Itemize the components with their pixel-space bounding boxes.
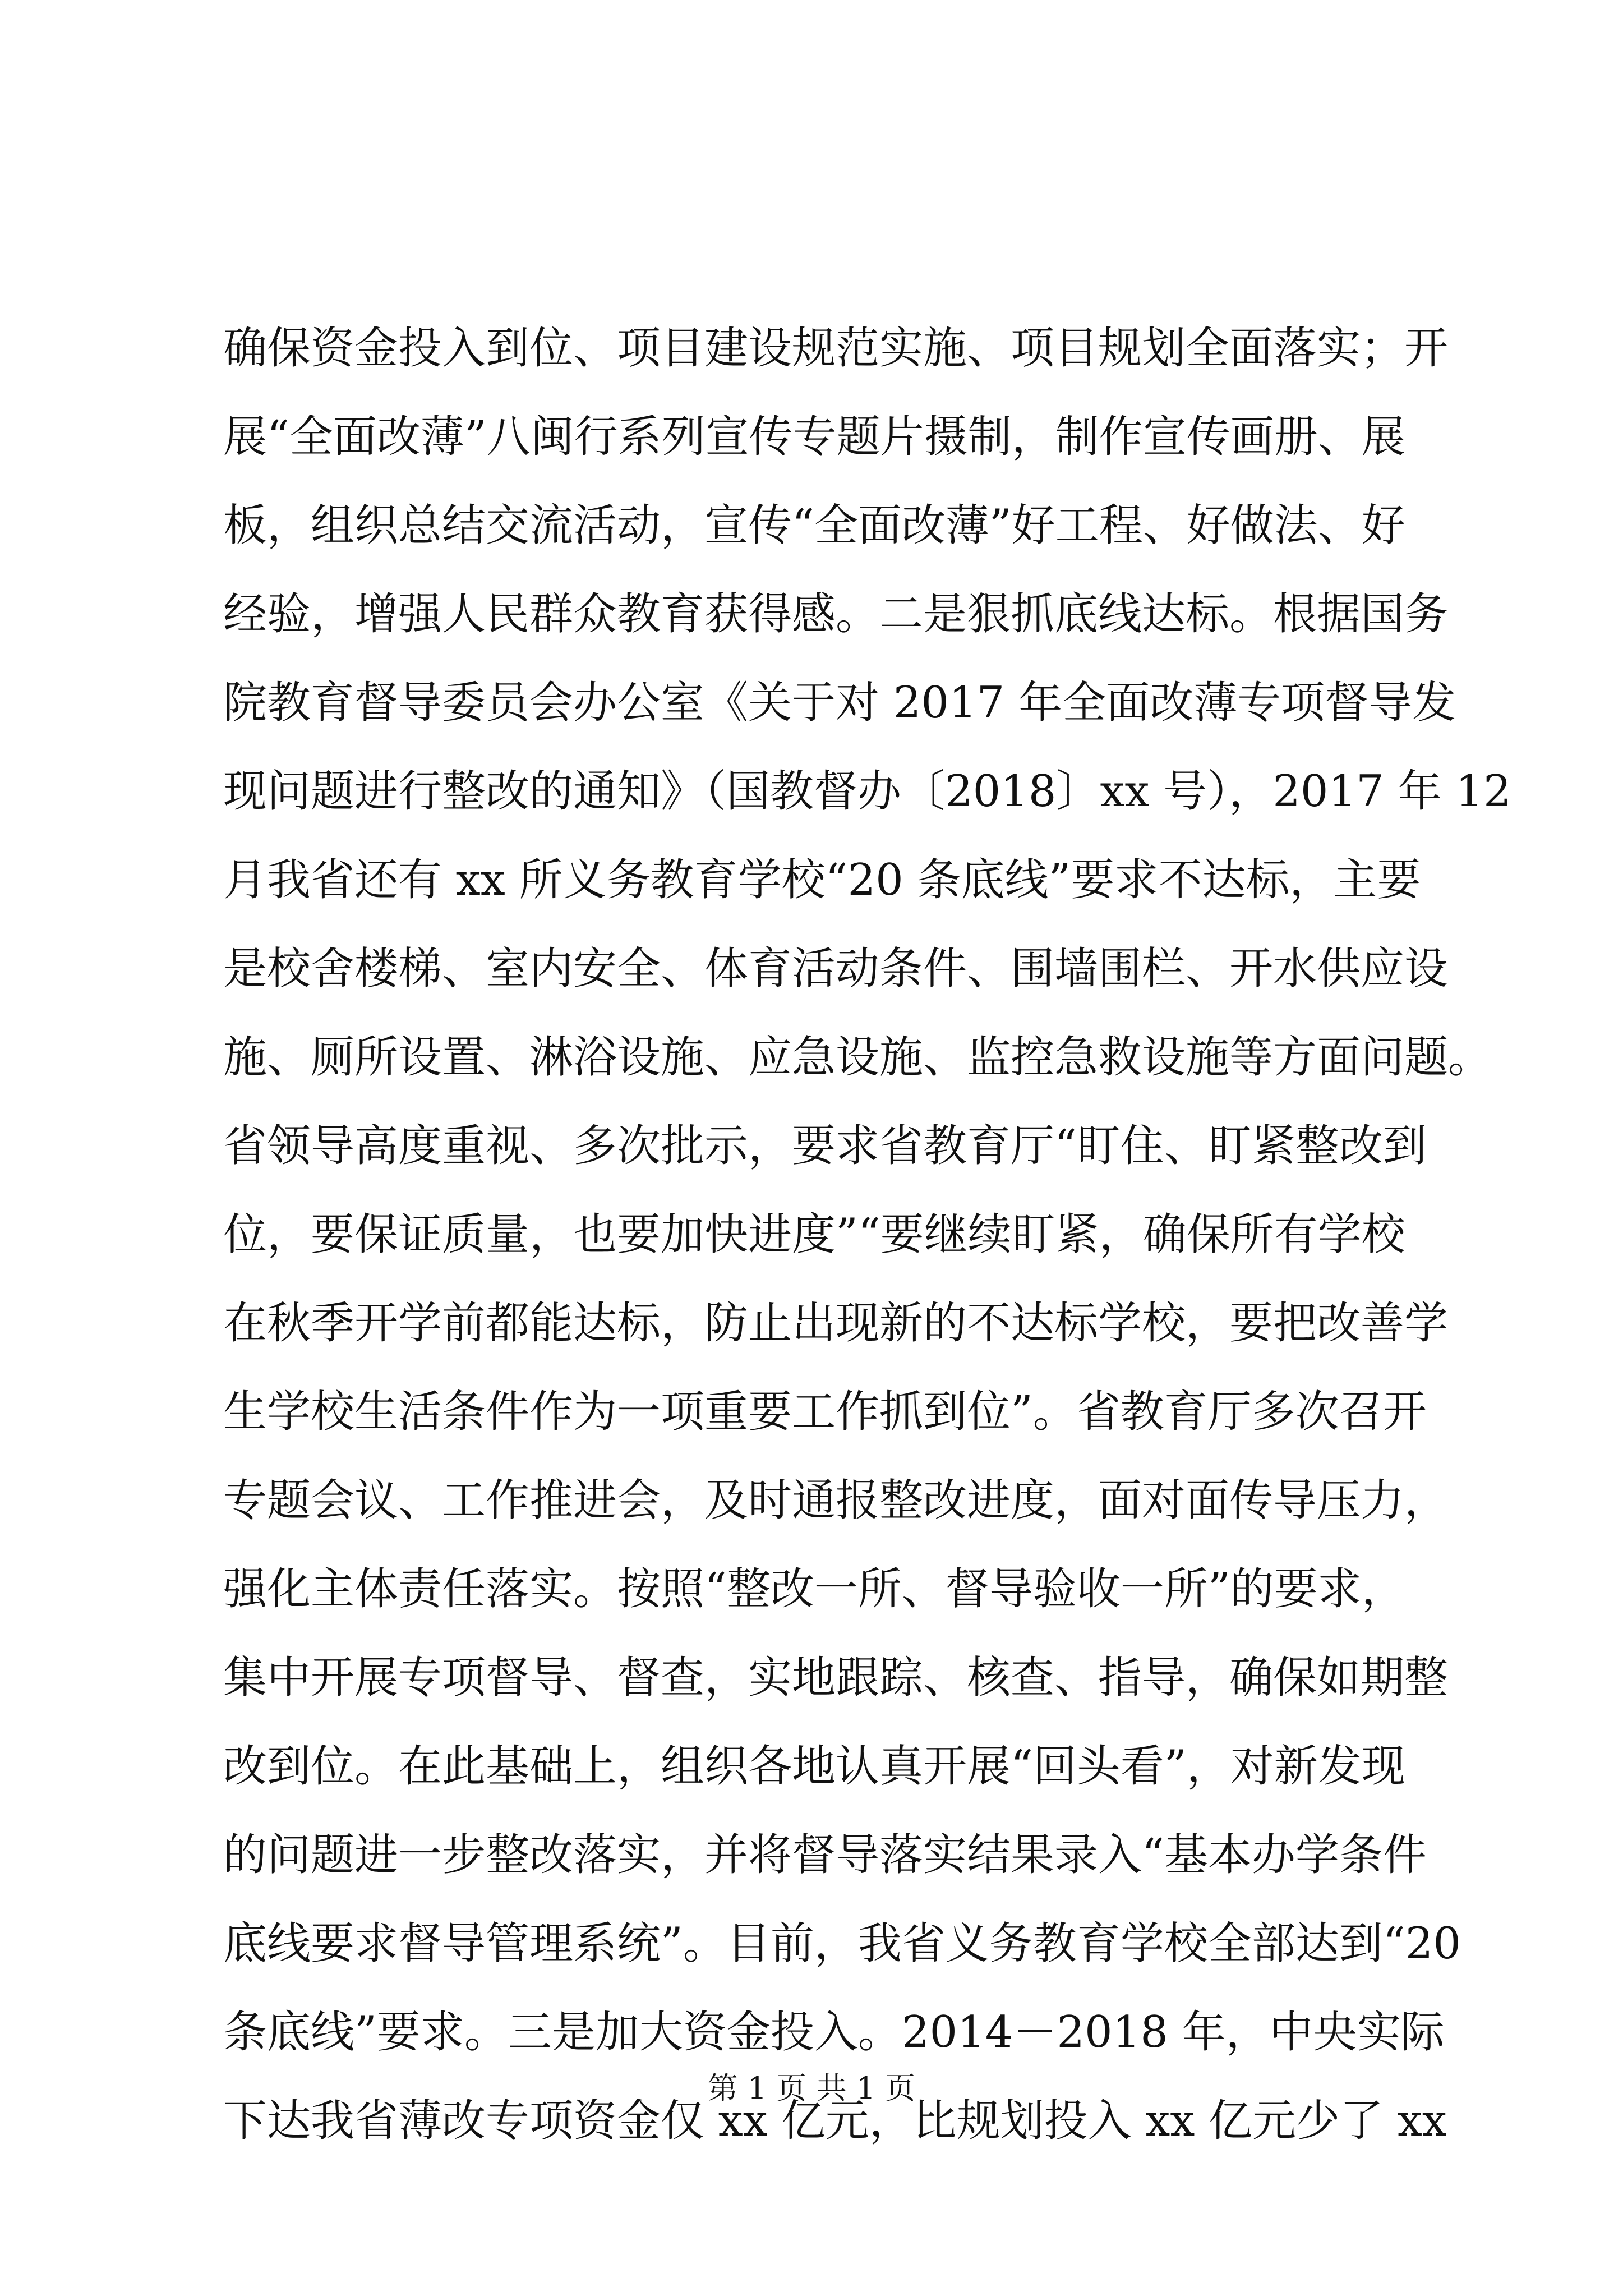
text-line: 省领导高度重视、多次批示，要求省教育厅“盯住、盯紧整改到 [223, 1121, 1427, 1171]
text-line: 下达我省薄改专项资金仅 xx 亿元，比规划投入 xx 亿元少了 xx [223, 2096, 1447, 2146]
text-line: 现问题进行整改的通知》（国教督办〔2018〕xx 号），2017 年 12 [223, 766, 1511, 817]
text-line: 确保资金投入到位、项目建设规范实施、项目规划全面落实；开 [223, 323, 1449, 374]
text-line: 的问题进一步整改落实，并将督导落实结果录入“基本办学条件 [223, 1830, 1427, 1880]
text-line: 月我省还有 xx 所义务教育学校“20 条底线”要求不达标，主要 [223, 855, 1421, 905]
text-line: 位，要保证质量，也要加快进度”“要继续盯紧，确保所有学校 [223, 1209, 1405, 1260]
text-line: 院教育督导委员会办公室《关于对 2017 年全面改薄专项督导发 [223, 678, 1456, 728]
text-line: 底线要求督导管理系统”。目前，我省义务教育学校全部达到“20 [223, 1918, 1461, 1969]
text-line: 生学校生活条件作为一项重要工作抓到位”。省教育厅多次召开 [223, 1387, 1427, 1437]
text-line: 展“全面改薄”八闽行系列宣传专题片摄制，制作宣传画册、展 [223, 412, 1405, 462]
text-line: 经验，增强人民群众教育获得感。二是狠抓底线达标。根据国务 [223, 589, 1449, 639]
page-footer [0, 2064, 1623, 2108]
text-line: 施、厕所设置、淋浴设施、应急设施、监控急救设施等方面问题。 [223, 1032, 1492, 1083]
page-number-label: 第 1 页 共 1 页 [707, 2070, 916, 2106]
body-text [223, 304, 1511, 2165]
text-line: 在秋季开学前都能达标，防止出现新的不达标学校，要把改善学 [223, 1298, 1449, 1349]
text-line: 专题会议、工作推进会，及时通报整改进度，面对面传导压力， [223, 1475, 1449, 1526]
text-line: 板，组织总结交流活动，宣传“全面改薄”好工程、好做法、好 [223, 500, 1405, 551]
text-line: 改到位。在此基础上，组织各地认真开展“回头看”，对新发现 [223, 1741, 1405, 1792]
text-line: 条底线”要求。三是加大资金投入。2014－2018 年，中央实际 [223, 2007, 1445, 2058]
text-line: 是校舍楼梯、室内安全、体育活动条件、围墙围栏、开水供应设 [223, 944, 1449, 994]
text-line: 强化主体责任落实。按照“整改一所、督导验收一所”的要求， [223, 1564, 1405, 1614]
text-line: 集中开展专项督导、督查，实地跟踪、核查、指导，确保如期整 [223, 1653, 1449, 1703]
